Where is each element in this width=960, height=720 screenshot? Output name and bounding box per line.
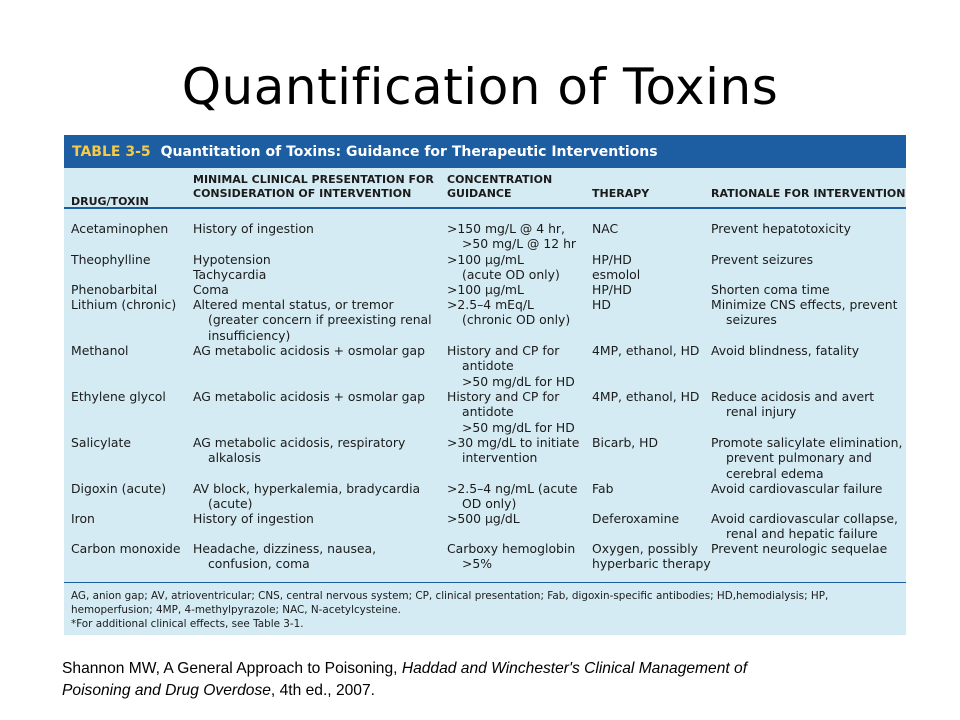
column-header-concentration: CONCENTRATION GUIDANCE <box>447 173 553 200</box>
therapy-cell: Deferoxamine <box>592 511 680 526</box>
rationale-cell: Shorten coma time <box>711 282 830 297</box>
concentration-cell: Carboxy hemoglobin >5% <box>447 541 576 572</box>
concentration-cell: >100 µg/mL (acute OD only) <box>447 252 560 283</box>
presentation-cell: Hypotension Tachycardia <box>193 252 271 283</box>
rationale-cell: Prevent seizures <box>711 252 814 267</box>
therapy-cell: HP/HD <box>592 282 632 297</box>
presentation-cell: History of ingestion <box>193 511 314 526</box>
table-caption <box>64 135 906 168</box>
concentration-cell: >2.5–4 ng/mL (acute OD only) <box>447 481 578 512</box>
rationale-cell: Reduce acidosis and avert renal injury <box>711 389 875 420</box>
column-header-presentation: MINIMAL CLINICAL PRESENTATION FOR CONSIDERATION OF INTERVENTION <box>193 173 434 200</box>
concentration-cell: >30 mg/dL to initiate intervention <box>447 435 580 466</box>
presentation-cell: AG metabolic acidosis + osmolar gap <box>193 343 426 358</box>
drug-cell: Phenobarbital <box>71 282 158 297</box>
presentation-cell: History of ingestion <box>193 221 314 236</box>
column-header-drug: DRUG/TOXIN <box>71 195 149 208</box>
rationale-cell: Prevent neurologic sequelae <box>711 541 888 556</box>
table-number: TABLE 3-5 <box>72 143 151 160</box>
therapy-cell: HD <box>592 297 611 312</box>
presentation-cell: AV block, hyperkalemia, bradycardia (acute) <box>193 481 421 512</box>
toxin-table <box>64 135 906 635</box>
slide-title: Quantification of Toxins <box>181 58 779 116</box>
rationale-cell: Minimize CNS effects, prevent seizures <box>711 297 898 328</box>
presentation-cell: AG metabolic acidosis, respiratory alkalosis <box>193 435 406 466</box>
concentration-cell: History and CP for antidote >50 mg/dL for HD <box>447 389 575 435</box>
table-title: Quantitation of Toxins: Guidance for Therapeutic Interventions <box>160 143 658 160</box>
therapy-cell: Bicarb, HD <box>592 435 659 450</box>
rationale-cell: Avoid cardiovascular collapse, renal and hepatic failure <box>711 511 898 542</box>
column-header-rationale: RATIONALE FOR INTERVENTION <box>711 187 906 200</box>
drug-cell: Theophylline <box>71 252 151 267</box>
presentation-cell: Coma <box>193 282 229 297</box>
drug-cell: Salicylate <box>71 435 132 450</box>
presentation-cell: Headache, dizziness, nausea, confusion, coma <box>193 541 377 572</box>
rationale-cell: Avoid blindness, fatality <box>711 343 860 358</box>
presentation-cell: AG metabolic acidosis + osmolar gap <box>193 389 426 404</box>
column-headers <box>64 173 906 209</box>
presentation-cell: Altered mental status, or tremor (greater concern if preexisting renal insufficiency) <box>193 297 432 343</box>
concentration-cell: >100 µg/mL <box>447 282 524 297</box>
concentration-cell: >150 mg/L @ 4 hr, >50 mg/L @ 12 hr <box>447 221 577 252</box>
therapy-cell: Oxygen, possibly hyperbaric therapy <box>592 541 711 572</box>
therapy-cell: NAC <box>592 221 619 236</box>
column-header-therapy: THERAPY <box>592 187 650 200</box>
drug-cell: Lithium (chronic) <box>71 297 177 312</box>
drug-cell: Carbon monoxide <box>71 541 181 556</box>
drug-cell: Methanol <box>71 343 129 358</box>
footnote-line: hemoperfusion; 4MP, 4-methylpyrazole; NAC, N-acetylcysteine. <box>71 604 401 616</box>
rationale-cell: Prevent hepatotoxicity <box>711 221 851 236</box>
citation: Shannon MW, A General Approach to Poisoning, Haddad and Winchester's Clinical Management of Poisoning and Drug Overdose, 4th ed., 2007. <box>62 660 748 699</box>
drug-cell: Acetaminophen <box>71 221 169 236</box>
drug-cell: Iron <box>71 511 95 526</box>
concentration-cell: >2.5–4 mEq/L (chronic OD only) <box>447 297 571 328</box>
footnote-line: *For additional clinical effects, see Table 3-1. <box>71 618 304 630</box>
footnote-line: AG, anion gap; AV, atrioventricular; CNS, central nervous system; CP, clinical presentation; Fab, digoxin-specific antibodies; HD,hemodialysis; HP, <box>71 590 829 602</box>
table-footnotes <box>64 582 906 631</box>
drug-cell: Ethylene glycol <box>71 389 166 404</box>
rationale-cell: Promote salicylate elimination, prevent pulmonary and cerebral edema <box>711 435 903 481</box>
therapy-cell: 4MP, ethanol, HD <box>592 343 700 358</box>
rationale-cell: Avoid cardiovascular failure <box>711 481 883 496</box>
drug-cell: Digoxin (acute) <box>71 481 167 496</box>
therapy-cell: 4MP, ethanol, HD <box>592 389 700 404</box>
concentration-cell: History and CP for antidote >50 mg/dL for HD <box>447 343 575 389</box>
therapy-cell: HP/HD esmolol <box>592 252 641 283</box>
concentration-cell: >500 µg/dL <box>447 511 520 526</box>
therapy-cell: Fab <box>592 481 614 496</box>
